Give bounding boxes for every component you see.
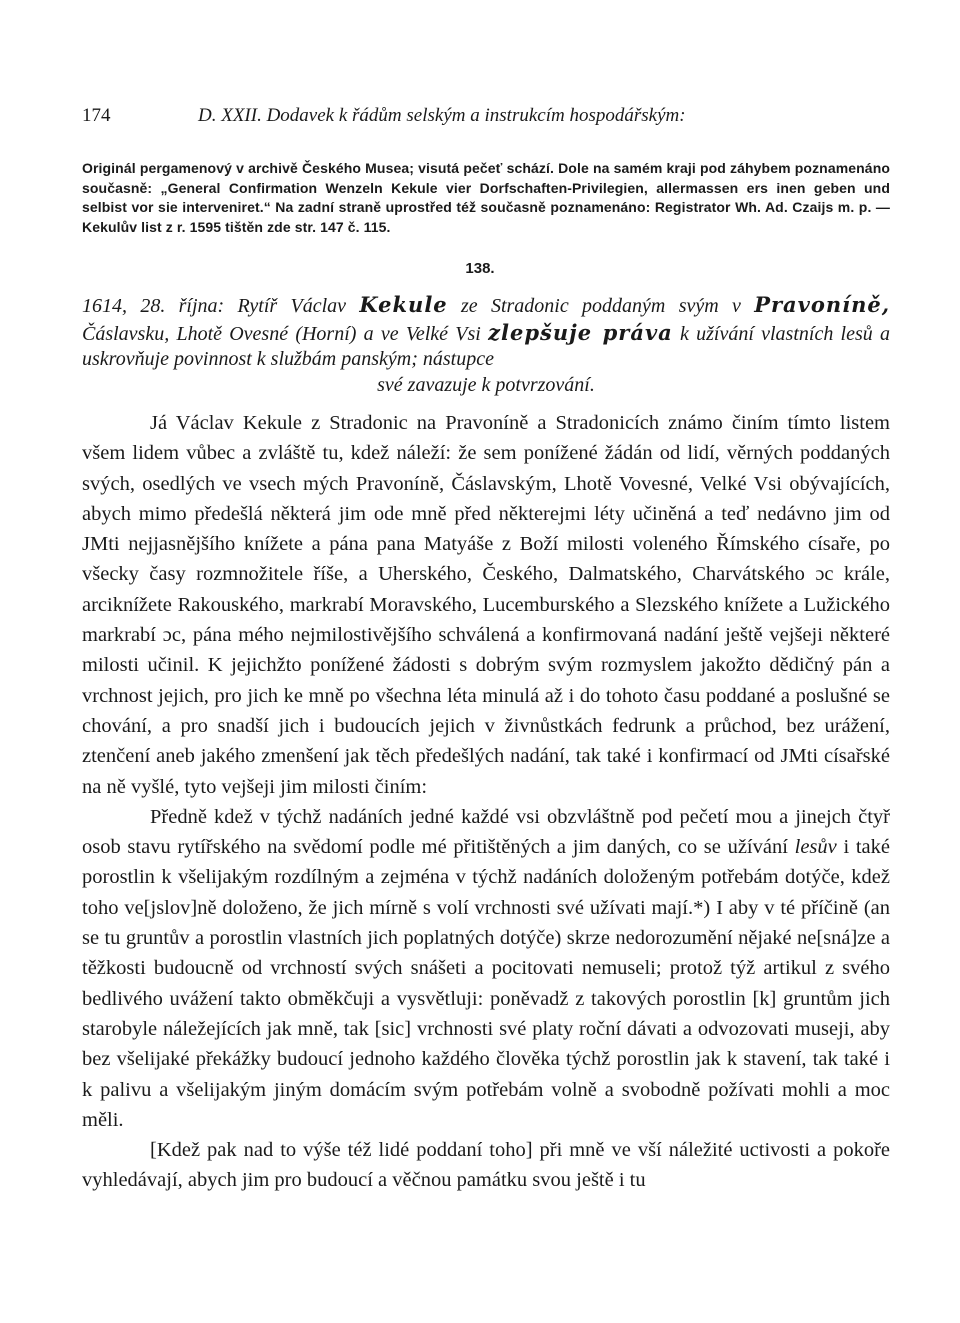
regest-text-1: Rytíř Václav xyxy=(237,295,347,317)
paragraph-2-part-b: i také porostlin k všelijakým rozdílným a zejména v týchž nadáních doloženým potřebám dotýče, kdež toho ve[jslov]ně doloženo, že jich mírně s volí vrchnosti své užívati mají.*) I aby v té příčině (an se tu gruntův a porostlin vlastních jich poplatných dotýče) skrze nedorozumění nějaké ne[sná]ze a těžkosti budoucně od vrchností svých snášeti a pocitovati nemuseli; protož týž artikul z svého bedlivého uvážení takto obměkčuji a vysvětluji: poněvadž z takových porostlin [k] gruntům jich starobyle náležejících jak mně, tak [sic] vrchnosti své platy roční dávati a odvozovati museji, aby bez všelijaké překážky budoucí jednoho každého člověka týchž porostlin jak k stavení, tak také i k palivu a všelijakým jiným domácím svým potřebám volně a svobodně požívati mohli a moc měli. xyxy=(82,836,891,1131)
regest xyxy=(82,292,890,398)
paragraph-3: [Kdež pak nad to výše též lidé poddaní toho] při mně ve vší náležité uctivosti a pokoře vyhledávají, abych jim pro budoucí a věčnou památku svou ještě i tu xyxy=(82,1139,890,1192)
regest-text-5: své zavazuje k potvrzování. xyxy=(377,373,595,396)
source-note: Originál pergamenový v archivě Českého Musea; visutá pečeť schází. Dole na samém kraji pod záhybem poznamenáno současně: „General Confirmation Wenzeln Kekule vier Dorfschaften-Privilegien, allermassen ers inen geben und selbist vor sie interveniret.“ Na zadní straně uprostřed též současně poznamenáno: Registrator Wh. Ad. Czaijs m. p. — Kekulův list z r. 1595 tištěn zde str. 147 č. 115. xyxy=(82,160,890,236)
document-number: 138. xyxy=(465,260,495,277)
paragraph-1: Já Václav Kekule z Stradonic na Pravoníně a Stradonicích známo činím tímto listem všem lidem vůbec a zvláště tu, kdež náleží: že sem ponížené žádán od lidí, věrných poddaných svých, osedlých ve vsech mých Pravoníně, Čáslavským, Lhotě Vovesné, Velké Vsi obývajících, abych mimo předešlá některá jim ode mně před některejmi léty učiněná a teď nedávno jim od JMti nejjasnějšího knížete a pána pana Matyáše z Boží milosti voleného Římského císaře, po všecky časy rozmnožitele říše, a Uherského, Českého, Dalmatského, Charvátského ɔc krále, arciknížete Rakouského, markrabí Moravského, Lucemburského a Slezského knížete a Lužického markrabí ɔc, pána mého nejmilostivějšího schválená a konfirmovaná nadání ještě vejšeji některé milosti učinil. K jejichžto ponížené žádosti s dobrým svým rozmyslem jakožto dědičný pán a vrchnost jejich, pro jich ke mně po všechna léta minulá až i do tohoto času poddané a poslušné se chování, a pro snadší jich i budoucích jejich v živnůstkách fedrunk a průchod, bez urážení, ztenčení aneb jakého zmenšení jak těch předešlých nadání, tak také i konfirmací od JMti císařské na ně vyšlé, tyto vejšeji jim milosti činím: xyxy=(82,412,890,798)
running-title: D. XXII. Dodavek k řádům selským a instrukcím hospodářským: xyxy=(198,105,686,126)
page-number: 174 xyxy=(82,105,111,126)
regest-date: 1614, 28. října: xyxy=(82,295,225,317)
regest-text-3: Čáslavsku, Lhotě Ovesné (Horní) a ve Velké Vsi xyxy=(82,322,481,345)
regest-text-2: ze Stradonic poddaným svým v xyxy=(460,295,741,317)
regest-text-4: k užívání vlastních lesů a uskrovňuje povinnost k službám panským; nástupce xyxy=(82,322,891,370)
regest-action: zlepšuje práva xyxy=(488,319,673,345)
regest-place: Pravoníně, xyxy=(754,292,891,317)
regest-name: Kekule xyxy=(359,292,448,317)
paragraph-2 xyxy=(82,802,890,1135)
document-body xyxy=(82,408,890,1196)
paragraph-2-part-a: Předně kdež v týchž nadáních jedné každé vsi obzvláštně pod pečetí mou a jinejch čtyř osob stavu rytířského na svědomí podle mé přitištěných a jim daných, co se užívání xyxy=(82,805,890,859)
paragraph-2-emphasis: lesův xyxy=(794,836,837,859)
